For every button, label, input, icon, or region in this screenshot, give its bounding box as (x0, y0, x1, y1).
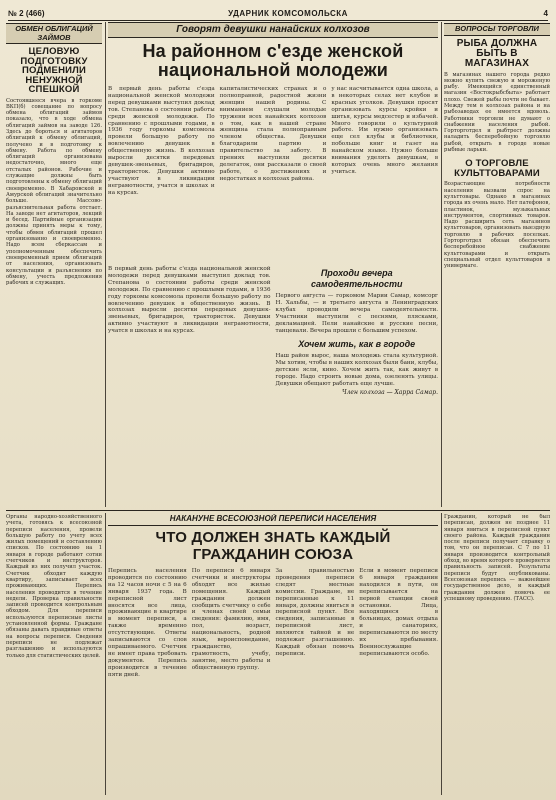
main-lower-right (276, 266, 439, 398)
subhead-city: Хочем жить, как в городе (298, 339, 416, 350)
census-body-col-3: За правильностью проведения переписи следят местные комиссии. Граждане, не переписанные к 11 января, должны явиться в переписной пункт. Все сведения, записанные в переписной лист, являются тайной и не подлежат разглашению. Каждый обязан помочь переписи. (275, 568, 355, 657)
main-article (108, 22, 438, 507)
census-body-col-1: Перепись населения проводится по состоянию на 12 часов ночи с 5 на 6 января 1937 года. В переписной лист вносятся все лица, проживающие в квартире в момент переписи, а также временно отсутствующие. Ответы записываются со слов опрашиваемого. Счетчик не имеет права требовать документов. Перепись производится в течение пяти дней. (108, 568, 187, 678)
fish-body: В магазинах нашего города редко можно купить свежую и мороженую рыбу. Имеющийся единственный магазин «Востокрыбсбыта» работает плохо. Свежей рыбы почти не бывает. Между тем в колхозах района и на рыбозаводах ее имеется вдоволь. Работники торговли не думают о снабжении населения рыбой. Горторготдел и рыбтрест должны наладить бесперебойную торговлю рыбой, открыть в городе новые рыбные ларьки. (444, 71, 550, 154)
main-headline: На районном с'езде женской национальной молодежи (142, 41, 404, 80)
page-number: 4 (543, 8, 548, 18)
census-left-column (6, 514, 102, 794)
main-lower-row (108, 266, 438, 398)
census-article (108, 514, 438, 794)
newspaper-name: УДАРНИК КОМСОМОЛЬСКА (228, 8, 348, 18)
right-column (444, 23, 550, 507)
main-kicker: Говорят девушки нанайских колхозов (108, 22, 438, 38)
subhead-evenings: Проходи вечера самодеятельности (311, 268, 403, 289)
census-kicker: НАКАНУНЕ ВСЕСОЮЗНОЙ ПЕРЕПИСИ НАСЕЛЕНИЯ (108, 514, 438, 526)
column-divider (441, 513, 442, 795)
article-signature: Член колхоза — Харра Самар. (341, 388, 438, 396)
main-body-col-1: В первый день работы с'езда национальной женской молодежи перед девушками выступил доклад тов. Степанова о состоянии работы среди женской молодежи. По сравнению с прошлыми годами, в 1936 году горкомы комсомола провели большую работу по вовлечению девушек в общественную жизнь. В колхозах выросли десятки передовых девушек-звеньевых, бригадиров, трактористок. Девушки активно участвуют в ликвидации неграмотности, учатся в школах и на курсах. (108, 86, 215, 196)
census-right-text: Гражданин, который не был переписан, должен не позднее 11 января явиться в переписной пункт своего района. Каждый гражданин после переписи получает справку о том, что он переписан. С 7 по 11 января производится контрольный обход, во время которого проверяется правильность записей. Результаты переписи будут опубликованы. Всесоюзная перепись — важнейшее государственное дело, и каждый гражданин должен помочь ее успешному проведению. (ТАСС). (444, 514, 550, 602)
culture-goods-headline: О ТОРГОВЛЕ КУЛЬТТОВАРАМИ (454, 158, 540, 179)
section-divider (6, 510, 550, 511)
column-divider (105, 513, 106, 795)
left-column (6, 23, 102, 507)
left-body: Состоявшееся вчера в горкоме ВКП(б) совещание по вопросу обмена облигаций займов показало, что в ходе обмена облигаций займов на заводе 126. Здесь до бороться и агитаторов облигаций к обмену облигаций, получено и в подготовку к обмену. Работа по обмену облигаций организована недостаточно, много еще отсталых районов. Рабочие и служащие должны быть подготовлены к обмену облигаций своевременно. В Хабаровской и Амурской облигаций значительно больше. Массово-разъяснительная работа отстает. На заводе нет агитаторов, лекций и бесед. Партийные организации должны принять меры к тому, чтобы обмен облигаций прошел организованно и своевременно. Надо всем сберкассам и уполномоченным обеспечить своевременный прием облигаций от населения, организовать консультации и разъяснения по обмену, учесть предложения рабочих и служащих. (6, 97, 102, 287)
column-divider (441, 22, 442, 507)
census-headline: ЧТО ДОЛЖЕН ЗНАТЬ КАЖДЫЙ ГРАЖДАНИН СОЮЗА (155, 529, 391, 563)
census-right-column (444, 514, 550, 794)
issue-number: № 2 (466) (8, 8, 45, 18)
census-left-text: Органы народно-хозяйственного учета, готовясь к всесоюзной переписи населения, провели большую работу по учету всех жилых помещений и составлению списков. По состоянию на 1 января в городе работают сотни счетчиков и инструкторов. Каждый из них получил участок. Счетчик обходит каждую квартиру, записывает всех проживающих. Перепись населения проводится в течение недели. Проверка правильности записей проводится контрольным обходом. Для переписи используются переписные листы установленной формы. Граждане обязаны давать правдивые ответы на вопросы переписи. Сведения переписи не подлежат разглашению и используются только для статистических целей. (6, 514, 102, 659)
left-rubric: ОБМЕН ОБЛИГАЦИЙ ЗАЙМОВ (6, 23, 102, 44)
column-divider (105, 22, 106, 507)
left-headline: ЦЕЛОВУЮ ПОДГОТОВКУ ПОДМЕНИЛИ НЕНУЖНОЙ СПЕШКОЙ (20, 46, 88, 95)
evenings-body: Первого августа — горкомом Марии Самар, комсорг Н. Хальбы, — и третьего августа в Ленинградских клубах проводили вечера самодеятельности. Участники выступили с песнями, плясками, декламацией. Пели нанайские и русские песни, танцевали. Вечера прошли с большим успехом. (275, 293, 438, 334)
census-body-row (108, 568, 438, 679)
main-body-col-2: капиталистических странах и о полноправной, радостной жизни женщин нашей родины. С вниманием слушали молодые тружени всех нанайских колхозов о том, как в нашей стране женщина стала полноправным членом общества. Девушки благодарили партию и правительство за заботу. В прениях выступили десятки делегаток, они рассказали о своей работе, о достижениях и недостатках в колхозах района. (219, 86, 327, 182)
fish-headline: РЫБА ДОЛЖНА БЫТЬ В МАГАЗИНАХ (456, 37, 538, 69)
main-body-col-3: у нас насчитывается одна школа, а в некоторых селах нет клубов и красных уголков. Девушки просят организовать курсы кройки и шитья, курсы медсестер и избачей. Много говорили о культурной работе. Им нужно организовать еще сел клубы и библиотеки, побольше книг и газет на нанайском языке. Нужно больше внимания уделять девушкам, в которых очень много желания учиться. (331, 86, 438, 175)
main-body-row (108, 86, 438, 266)
main-lower-left: В первый день работы с'езда национальной женской молодежи перед девушками выступил доклад тов. Степанова о состоянии работы среди женской молодежи. По сравнению с прошлыми годами, в 1936 году горкомы комсомола провели большую работу по вовлечению девушек в общественную жизнь. В колхозах выросли десятки передовых девушек-звеньевых, бригадиров, трактористок. Девушки активно участвуют в ликвидации неграмотности, учатся в школах и на курсах. (108, 266, 271, 335)
census-body-col-4: Если в момент переписи 6 января гражданин находился в пути, он переписывается на первой станции своей остановки. Лица, находящиеся в больницах, домах отдыха и санаториях, переписываются по месту их пребывания. Военнослужащие переписываются особо. (359, 568, 438, 657)
right-rubric: ВОПРОСЫ ТОРГОВЛИ (444, 23, 550, 36)
census-body-col-2: По переписи 6 января счетчики и инструкторы обходят все жилые помещения. Каждый гражданин должен сообщить счетчику о себе и членах своей семьи сведения: фамилию, имя, пол, возраст, национальность, родной язык, вероисповедание, гражданство, грамотность, учебу, занятие, место работы и общественную группу. (191, 568, 271, 671)
city-body: Наш район вырос, наша молодежь стала культурной. Мы хотим, чтобы в наших колхозах были бани, клубы, детские ясли, кино. Хочем жить так, как живут в городе. Надо строить новые дома, озеленять улицы. Девушки обещают работать еще лучше. (275, 353, 438, 388)
culture-goods-body: Возрастающие потребности населения вызвали спрос на культтовары. Однако в магазинах города их очень мало. Нет патефонов, пластинок, музыкальных инструментов, спортивных товаров. Надо расширить сеть магазинов культтоваров, организовать выездную торговлю в рабочих поселках. Горторготдел обязан обеспечить бесперебойное снабжение культтоварами и открыть специальный отдел культтоваров в универмаге. (444, 181, 550, 270)
masthead (8, 6, 548, 21)
